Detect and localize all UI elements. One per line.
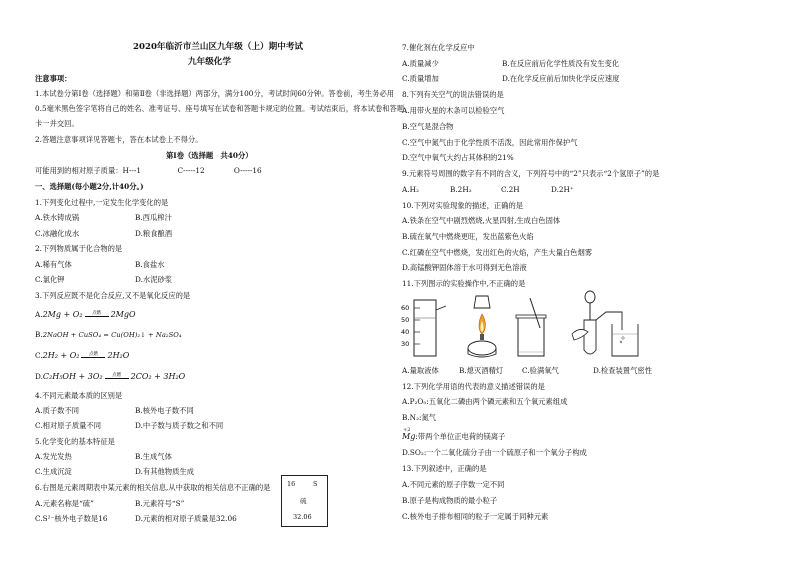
q11-option-d: D.检查装置气密性 bbox=[593, 366, 652, 375]
q8-option-a: A.用带火星的木条可以检验空气 bbox=[402, 106, 505, 115]
q9-option-d: D.2H⁺ bbox=[551, 185, 574, 194]
exam-subtitle: 九年级化学 bbox=[188, 57, 231, 67]
q2-option-d: D.水泥砂浆 bbox=[135, 275, 173, 284]
q9-option-a: A.H₂ bbox=[402, 185, 419, 194]
q11-option-c: C.验满氧气 bbox=[522, 366, 559, 375]
q7-option-a: A.质量减少 bbox=[402, 59, 439, 68]
q12-option-a: A.P₂O₅:五氧化二磷由两个磷元素和五个氧元素组成 bbox=[402, 397, 568, 406]
question-8: 8.下列有关空气的说法错误的是 bbox=[402, 90, 504, 99]
question-11: 11.下列图示的实验操作中,不正确的是 bbox=[402, 279, 526, 288]
q2-option-b: B.食盐水 bbox=[135, 260, 165, 269]
question-9: 9.元素符号周围的数字有不同的含义，下列符号中的“2”只表示“2个氢原子”的是 bbox=[402, 169, 660, 178]
q10-option-a: A.铁条在空气中剧烈燃烧,火星四射,生成白色固体 bbox=[402, 216, 561, 225]
q3b-equation: 2NaOH + CuSO₄ = Cu(OH)₂↓ + Na₂SO₄ bbox=[42, 331, 182, 339]
q13-option-b: B.原子是构成物质的最小粒子 bbox=[402, 496, 498, 505]
q3a-reactants: 2Mg + O₂ bbox=[42, 310, 83, 319]
q3d-products: 2CO₂ + 3H₂O bbox=[130, 372, 186, 381]
q7-option-c: C.质量增加 bbox=[402, 74, 439, 83]
q10-option-d: D.高锰酸钾固体溶于水可得到无色溶液 bbox=[402, 263, 527, 272]
q1-option-a: A.铁水铸成锅 bbox=[35, 213, 80, 222]
q3c-condition: 点燃 bbox=[81, 353, 105, 358]
q9-option-b: B.2H₂ bbox=[450, 185, 472, 194]
question-13: 13.下列叙述中，正确的是 bbox=[402, 464, 487, 473]
q3c-reactants: 2H₂ + O₂ bbox=[42, 351, 80, 360]
question-12: 12.下列化学用语的代表的意义描述错误的是 bbox=[402, 382, 545, 391]
q3a-condition: 点燃 bbox=[85, 312, 109, 317]
q3-option-b bbox=[35, 330, 182, 340]
atomic-masses: 可能用到的相对原子质量：H---1 C-----12 O-----16 bbox=[35, 166, 262, 175]
q3-option-c bbox=[35, 351, 129, 360]
q4-option-d: D.中子数与质子数之和不同 bbox=[135, 421, 224, 430]
q1-option-b: B.西瓜榨汁 bbox=[135, 213, 172, 222]
q5-option-b: B.生成气体 bbox=[135, 452, 172, 461]
question-5: 5.化学变化的基本特征是 bbox=[35, 437, 115, 446]
q11-option-b: B.熄灭酒精灯 bbox=[459, 366, 504, 375]
q2-option-c: C.氯化钾 bbox=[35, 275, 65, 284]
q3d-condition: 点燃 bbox=[105, 374, 129, 379]
q13-option-a: A.不同元素的原子序数一定不同 bbox=[402, 480, 505, 489]
q4-option-c: C.相对原子质量不同 bbox=[35, 421, 102, 430]
question-1: 1.下列变化过程中,一定发生化学变化的是 bbox=[35, 198, 169, 207]
graduated-cylinder-figure bbox=[400, 296, 460, 360]
note-1a: 1.本试卷分第Ⅰ卷（选择题）和第Ⅱ卷（非选择题）两部分，满分100分，考试时间60分钟。答卷前，考生务必用 bbox=[35, 89, 395, 98]
element-name: 硫 bbox=[300, 497, 307, 505]
question-7: 7.催化剂在化学反应中 bbox=[402, 43, 475, 52]
q11-option-a: A.量取液体 bbox=[402, 366, 439, 375]
q7-option-b: B.在反应前后化学性质没有发生变化 bbox=[502, 59, 620, 68]
q6-option-a: A.元素名称是“硫” bbox=[35, 499, 94, 508]
q8-option-c: C.空气中氮气由于化学性质不活泼，因此常用作保护气 bbox=[402, 138, 578, 147]
q8-option-d: D.空气中氧气大约占其体积的21% bbox=[402, 153, 514, 162]
q7-option-d: D.在化学反应前后加快化学反应速度 bbox=[502, 74, 620, 83]
q8-option-b: B.空气是混合物 bbox=[402, 122, 454, 131]
q3c-products: 2H₂O bbox=[107, 351, 130, 360]
note-1c: 卡一并交回。 bbox=[35, 119, 79, 128]
question-2: 2.下列物质属于化合物的是 bbox=[35, 244, 123, 253]
part-1-heading: 第Ⅰ卷（选择题 共40分） bbox=[166, 151, 253, 160]
q5-option-c: C.生成沉淀 bbox=[35, 467, 72, 476]
note-2: 2.答题注意事项详见答题卡，答在本试卷上不得分。 bbox=[35, 135, 203, 144]
question-4: 4.不同元素最本质的区别是 bbox=[35, 391, 123, 400]
q3-option-a bbox=[35, 310, 136, 319]
q3d-reactants: C₂H₅OH + 3O₂ bbox=[42, 372, 103, 381]
element-mass: 32.06 bbox=[293, 513, 312, 521]
q10-option-c: C.红磷在空气中燃烧，发出红色的火焰，产生大量白色烟雾 bbox=[402, 248, 593, 257]
q2-option-a: A.稀有气体 bbox=[35, 260, 72, 269]
section-1-heading: 一、选择题(每小题2分,计40分。) bbox=[35, 182, 144, 191]
note-1b: 0.5毫米黑色签字笔将自己的姓名、准考证号、座号填写在试卷和答题卡规定的位置。考试结束后，将本试卷和答题 bbox=[35, 104, 405, 113]
element-atomic-number: 16 bbox=[287, 480, 296, 488]
cylinder-mark-40: 40 bbox=[401, 328, 410, 336]
q3a-products: 2MgO bbox=[110, 310, 136, 319]
q3b-label: B. bbox=[35, 330, 43, 339]
question-3: 3.下列反应既不是化合反应,又不是氧化反应的是 bbox=[35, 291, 191, 300]
q12-option-b: B.N₂:氮气 bbox=[402, 413, 437, 422]
q4-option-a: A.质子数不同 bbox=[35, 406, 80, 415]
q6-option-b: B.元素符号“S” bbox=[135, 499, 185, 508]
q6-option-c: C.S²⁻核外电子数是16 bbox=[35, 514, 108, 523]
gas-jar-figure bbox=[510, 298, 552, 360]
q13-option-c: C.核外电子排布相同的粒子一定属于同种元素 bbox=[402, 512, 549, 521]
q12c-symbol: Mg bbox=[402, 432, 416, 441]
q12c-valence: +2 bbox=[403, 427, 411, 433]
question-10: 10.下列对实验现象的描述，正确的是 bbox=[402, 201, 524, 210]
cylinder-mark-50: 50 bbox=[401, 316, 410, 324]
q1-option-c: C.冰融化成水 bbox=[35, 229, 80, 238]
q3a-label: A. bbox=[35, 310, 43, 319]
q9-option-c: C.2H bbox=[501, 185, 520, 194]
q3d-label: D. bbox=[35, 372, 43, 381]
q4-option-b: B.核外电子数不同 bbox=[135, 406, 194, 415]
q12-option-c bbox=[402, 427, 506, 441]
airtightness-check-figure bbox=[568, 290, 644, 360]
q12-option-d: D.SO₂:一个二氧化硫分子由一个硫原子和一个氧分子构成 bbox=[402, 448, 587, 457]
cylinder-mark-30: 30 bbox=[401, 340, 410, 348]
q10-option-b: B.硫在氧气中燃烧更旺，发出蓝紫色火焰 bbox=[402, 232, 534, 241]
element-symbol: S bbox=[313, 480, 318, 488]
q12c-text: :带两个单位正电荷的镁离子 bbox=[415, 432, 506, 441]
q3-option-d bbox=[35, 372, 185, 381]
notes-heading: 注意事项： bbox=[35, 74, 72, 83]
q5-option-a: A.发光发热 bbox=[35, 452, 72, 461]
cylinder-mark-60: 60 bbox=[401, 304, 410, 312]
alcohol-lamp-figure bbox=[458, 290, 506, 360]
q6-option-d: D.元素的相对原子质量是32.06 bbox=[135, 514, 237, 523]
exam-title: 2020年临沂市兰山区九年级（上）期中考试 bbox=[133, 42, 304, 52]
periodic-table-cell bbox=[281, 475, 328, 527]
q1-option-d: D.粮食酿酒 bbox=[135, 229, 173, 238]
q3c-label: C. bbox=[35, 351, 43, 360]
q5-option-d: D.有其他物质生成 bbox=[135, 467, 194, 476]
question-6: 6.右图是元素周期表中某元素的相关信息,从中获取的相关信息不正确的是 bbox=[35, 483, 271, 492]
